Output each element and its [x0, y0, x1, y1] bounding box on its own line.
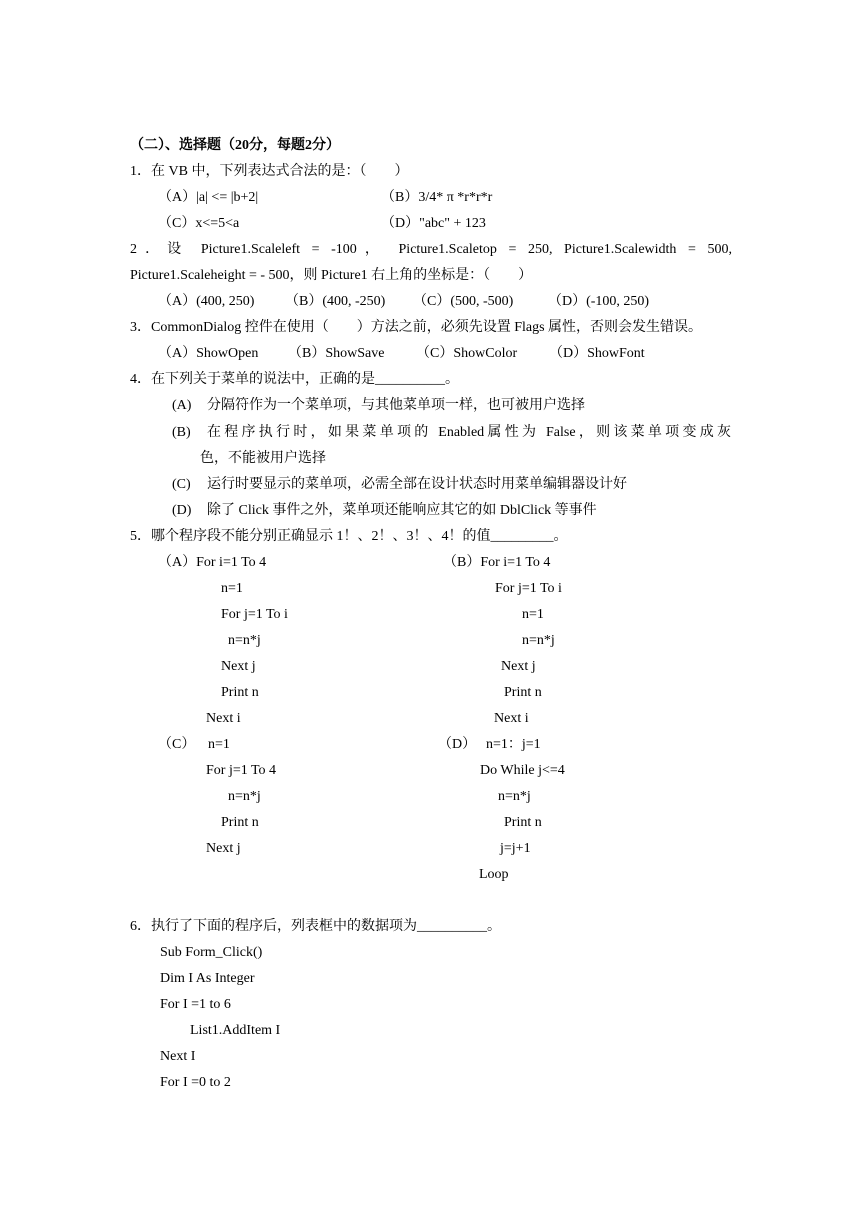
q4-option-b-line1: 在程序执行时，如果菜单项的 Enabled属性为 False，则该菜单项变成灰	[207, 425, 731, 440]
q5-d-code-line: n=n*j	[498, 789, 531, 804]
q5-a-code-line: For j=1 To i	[221, 607, 288, 622]
q4-option-b-label: (B)	[172, 425, 191, 440]
q2-option-b: （B）(400, -250)	[285, 294, 386, 309]
q5-a-code-line: （A）For i=1 To 4	[158, 555, 267, 570]
q5-b-code-line: Print n	[504, 685, 542, 700]
q6-code-line: Dim I As Integer	[160, 971, 255, 986]
section-title: （二）、选择题（20分，每题2分）	[130, 138, 340, 153]
q2-stem-line1: 2．设 Picture1.Scaleleft = -100， Picture1.Scaletop = 250, Picture1.Scalewidth = 500,	[130, 242, 732, 257]
q5-a-code-line: n=n*j	[228, 633, 261, 648]
q5-d-code-line: Do While j<=4	[480, 763, 565, 778]
q3-option-d: （D）ShowFont	[549, 346, 645, 361]
q5-c-code-line: n=1	[208, 737, 230, 752]
q5-c-code-line: Next j	[206, 841, 241, 856]
q5-a-code-line: n=1	[221, 581, 243, 596]
q4-option-c-label: (C)	[172, 477, 191, 492]
q4-option-b-line2: 色，不能被用户选择	[200, 451, 326, 466]
q5-d-code-line: Print n	[504, 815, 542, 830]
q5-c-code-line: n=n*j	[228, 789, 261, 804]
q5-d-code-line: n=1：j=1	[486, 737, 541, 752]
q6-stem: 6．执行了下面的程序后，列表框中的数据项为__________。	[130, 919, 501, 934]
q5-a-code-line: Next i	[206, 711, 241, 726]
q5-b-code-line: n=n*j	[522, 633, 555, 648]
q5-c-code-line: Print n	[221, 815, 259, 830]
q1-option-d: （D）"abc" + 123	[381, 216, 486, 231]
q4-stem: 4．在下列关于菜单的说法中，正确的是__________。	[130, 372, 459, 387]
q6-code-line: For I =1 to 6	[160, 997, 231, 1012]
q1-option-a: （A）|a| <= |b+2|	[158, 190, 259, 205]
q2-stem-line2: Picture1.Scaleheight = - 500，则 Picture1 右上角的坐标是：（ ）	[130, 268, 533, 283]
q5-b-code-line: For j=1 To i	[495, 581, 562, 596]
q5-c-label: （C）	[158, 737, 196, 752]
q5-a-code-line: Next j	[221, 659, 256, 674]
q6-code-line: Sub Form_Click()	[160, 945, 263, 960]
q4-option-d-label: (D)	[172, 503, 192, 518]
q6-code-line: List1.AddItem I	[190, 1023, 281, 1038]
q5-d-label: （D）	[438, 737, 477, 752]
q5-c-code-line: For j=1 To 4	[206, 763, 277, 778]
q1-option-c: （C）x<=5<a	[158, 216, 240, 231]
q4-option-a-label: (A)	[172, 398, 192, 413]
q4-option-c: 运行时要显示的菜单项，必需全部在设计状态时用菜单编辑器设计好	[207, 477, 627, 492]
q3-option-b: （B）ShowSave	[288, 346, 385, 361]
q5-d-code-line: j=j+1	[500, 841, 531, 856]
q4-option-a: 分隔符作为一个菜单项，与其他菜单项一样，也可被用户选择	[207, 398, 585, 413]
q5-b-code-line: n=1	[522, 607, 544, 622]
q5-d-code-line: Loop	[479, 867, 509, 882]
q5-stem: 5．哪个程序段不能分别正确显示 1！、2！、3！、4！的值_________。	[130, 529, 568, 544]
q6-code-line: For I =0 to 2	[160, 1075, 231, 1090]
q5-b-code-line: （B）For i=1 To 4	[443, 555, 551, 570]
q1-option-b: （B）3/4* π *r*r*r	[381, 190, 493, 205]
q5-b-code-line: Next i	[494, 711, 529, 726]
q1-stem: 1．在 VB 中，下列表达式合法的是：（ ）	[130, 164, 409, 179]
q3-stem: 3．CommonDialog 控件在使用（ ）方法之前，必须先设置 Flags 属性，否则会发生错误。	[130, 320, 703, 335]
q5-b-code-line: Next j	[501, 659, 536, 674]
q4-option-d: 除了 Click 事件之外，菜单项还能响应其它的如 DblClick 等事件	[207, 503, 597, 518]
q6-code-line: Next I	[160, 1049, 196, 1064]
q2-option-c: （C）(500, -500)	[413, 294, 514, 309]
q3-option-a: （A）ShowOpen	[158, 346, 259, 361]
q2-option-d: （D）(-100, 250)	[548, 294, 650, 309]
q5-a-code-line: Print n	[221, 685, 259, 700]
q2-option-a: （A）(400, 250)	[158, 294, 255, 309]
q3-option-c: （C）ShowColor	[416, 346, 518, 361]
